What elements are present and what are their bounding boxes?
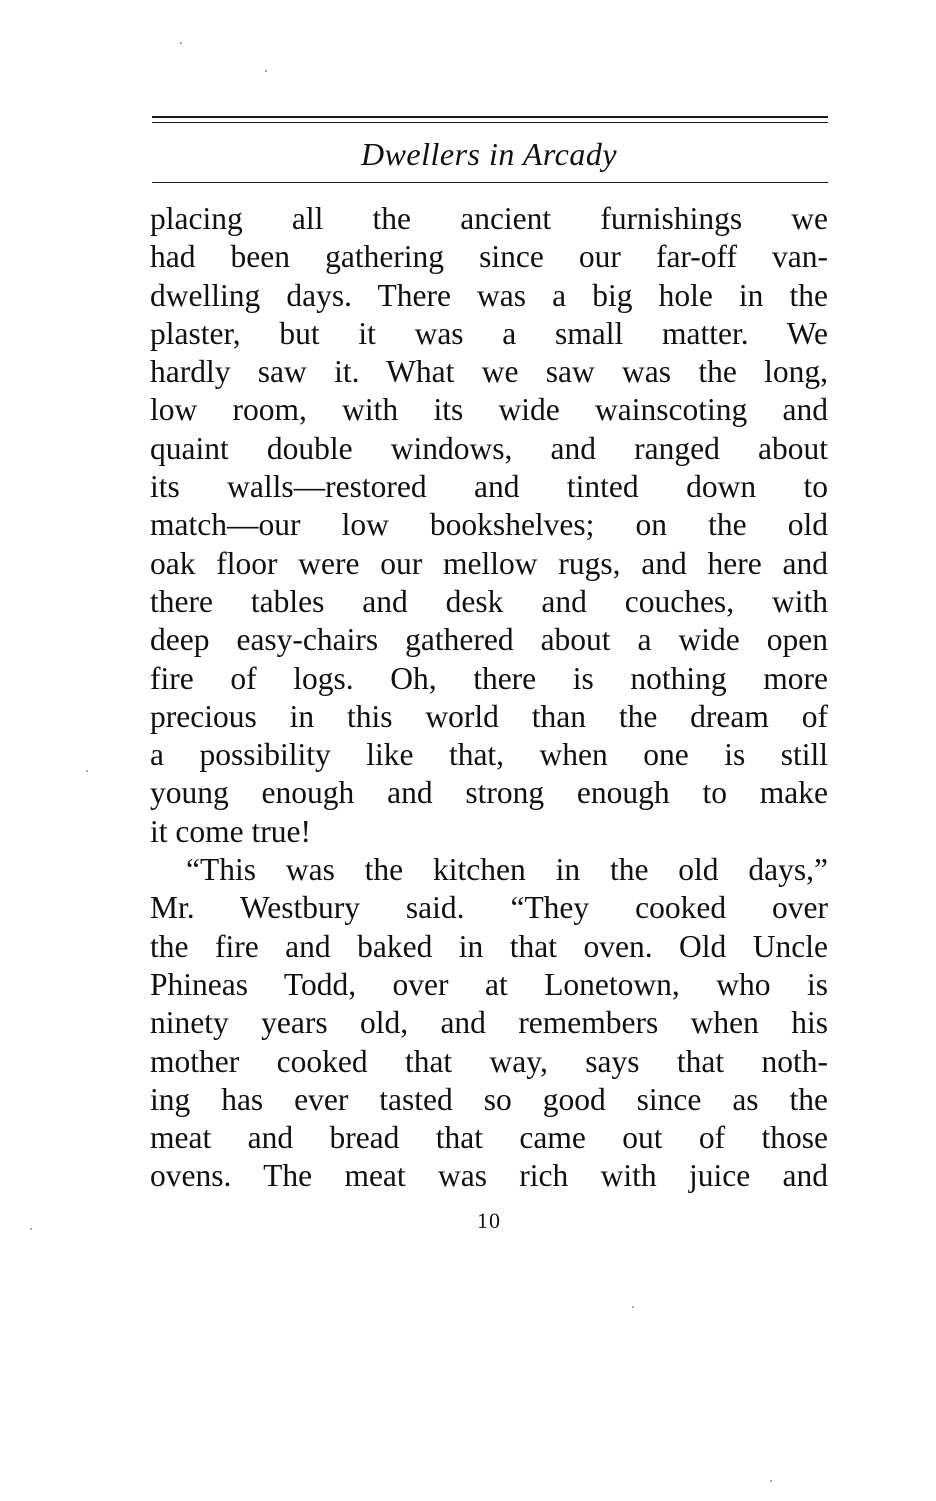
header-rule-top	[152, 116, 828, 118]
paragraph-start-line: “This was the kitchen in the old days,”	[186, 852, 828, 888]
paper-speck	[86, 770, 88, 772]
text-line: low room, with its wide wainscoting and	[150, 392, 828, 428]
text-line: match—our low bookshelves; on the old	[150, 507, 828, 543]
header-rule-bottom	[152, 182, 828, 183]
text-line: ing has ever tasted so good since as the	[150, 1081, 828, 1117]
text-line: meat and bread that came out of those	[150, 1120, 828, 1156]
text-line: quaint double windows, and ranged about	[150, 430, 828, 466]
paragraph-end-line: it come true!	[150, 813, 311, 849]
text-line: Phineas Todd, over at Lonetown, who is	[150, 966, 828, 1002]
text-line: a possibility like that, when one is still	[150, 737, 828, 773]
text-line: Mr. Westbury said. “They cooked over	[150, 890, 828, 926]
paper-speck	[30, 1228, 32, 1230]
text-line: ovens. The meat was rich with juice and	[150, 1158, 828, 1194]
text-line: mother cooked that way, says that noth-	[150, 1043, 828, 1079]
text-line: plaster, but it was a small matter. We	[150, 315, 828, 351]
text-line: its walls—restored and tinted down to	[150, 469, 828, 505]
text-line: dwelling days. There was a big hole in the	[150, 277, 828, 313]
book-page	[150, 0, 828, 1501]
text-line: ninety years old, and remembers when his	[150, 1005, 828, 1041]
paper-speck	[180, 42, 182, 44]
text-line: precious in this world than the dream of	[150, 698, 828, 734]
text-line: young enough and strong enough to make	[150, 775, 828, 811]
text-line: had been gathering since our far-off van-	[150, 239, 828, 275]
running-head: Dwellers in Arcady	[360, 136, 618, 172]
text-line: the fire and baked in that oven. Old Uncle	[150, 928, 828, 964]
text-line: oak floor were our mellow rugs, and here and	[150, 545, 828, 581]
text-line: deep easy-chairs gathered about a wide open	[150, 622, 828, 658]
text-line: fire of logs. Oh, there is nothing more	[150, 660, 828, 696]
page-number: 10	[477, 1208, 501, 1233]
body-text	[150, 200, 828, 1196]
header-rule-top-thin	[152, 122, 828, 123]
text-line: hardly saw it. What we saw was the long,	[150, 354, 828, 390]
paper-speck	[265, 70, 267, 72]
text-line: placing all the ancient furnishings we	[150, 201, 828, 236]
text-line: there tables and desk and couches, with	[150, 583, 828, 619]
paper-speck	[632, 1306, 634, 1308]
paper-speck	[770, 1480, 772, 1482]
